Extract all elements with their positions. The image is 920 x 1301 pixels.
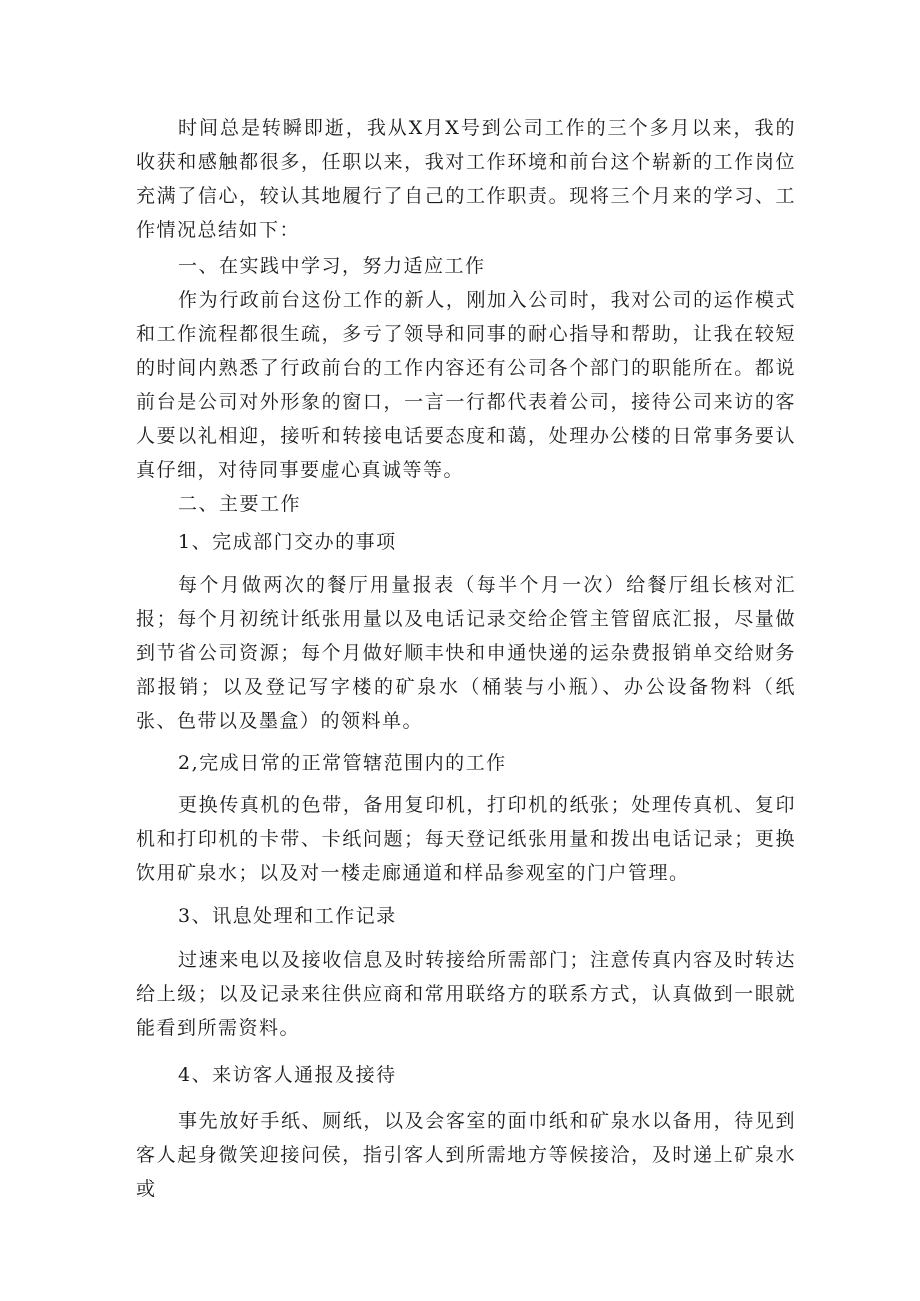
section2-heading: 二、主要工作 <box>178 493 302 515</box>
intro-block <box>136 111 796 247</box>
section1-paragraph: 作为行政前台这份工作的新人，刚加入公司时，我对公司的运作模式和工作流程都很生疏，多亏了领导和同事的耐心指导和帮助，让我在较短的时间内熟悉了行政前台的工作内容还有公司各个部门的职能所在。都说前台是公司对外形象的窗口，一言一行都代表着公司，接待公司来访的客人要以礼相迎，接听和转接电话要态度和蔼，处理办公楼的日常事务要认真仔细，对待同事要虚心真诚等等。 <box>136 289 796 481</box>
item2-heading: 2,完成日常的正常管辖范围内的工作 <box>178 752 507 774</box>
section1-heading: 一、在实践中学习，努力适应工作 <box>178 255 486 277</box>
item2-heading-block <box>136 746 796 780</box>
item4-heading: 4、来访客人通报及接待 <box>178 1064 397 1086</box>
item3-paragraph: 过速来电以及接收信息及时转接给所需部门；注意传真内容及时转达给上级；以及记录来往供应商和常用联络方的联系方式，认真做到一眼就能看到所需资料。 <box>136 949 796 1039</box>
item1-heading: 1、完成部门交办的事项 <box>178 531 397 553</box>
section1-heading-block <box>136 249 796 283</box>
item1-body-block <box>136 568 796 738</box>
item2-paragraph: 更换传真机的色带，备用复印机，打印机的纸张；处理传真机、复印机和打印机的卡带、卡纸问题；每天登记纸张用量和拨出电话记录；更换饮用矿泉水；以及对一楼走廊通道和样品参观室的门户管理。 <box>136 794 796 884</box>
section1-body-block <box>136 283 796 487</box>
item2-body-block <box>136 788 796 890</box>
item4-body-block <box>136 1104 796 1206</box>
intro-paragraph: 时间总是转瞬即逝，我从X月X号到公司工作的三个多月以来，我的收获和感触都很多，任职以来，我对工作环境和前台这个崭新的工作岗位充满了信心，较认其地履行了自己的工作职责。现将三个月来的学习、工作情况总结如下： <box>136 117 796 241</box>
item4-heading-block <box>136 1058 796 1092</box>
item3-body-block <box>136 943 796 1045</box>
item1-paragraph: 每个月做两次的餐厅用量报表（每半个月一次）给餐厅组长核对汇报；每个月初统计纸张用量以及电话记录交给企管主管留底汇报，尽量做到节省公司资源；每个月做好顺丰快和申通快递的运杂费报销单交给财务部报销；以及登记写字楼的矿泉水（桶装与小瓶）、办公设备物料（纸张、色带以及墨盒）的领料单。 <box>136 574 796 732</box>
item1-heading-block <box>136 525 796 559</box>
section2-heading-block <box>136 487 796 521</box>
item3-heading: 3、讯息处理和工作记录 <box>178 905 397 927</box>
item4-paragraph: 事先放好手纸、厕纸，以及会客室的面巾纸和矿泉水以备用，待见到客人起身微笑迎接问侯，指引客人到所需地方等候接洽，及时递上矿泉水或 <box>136 1110 796 1200</box>
item3-heading-block <box>136 899 796 933</box>
